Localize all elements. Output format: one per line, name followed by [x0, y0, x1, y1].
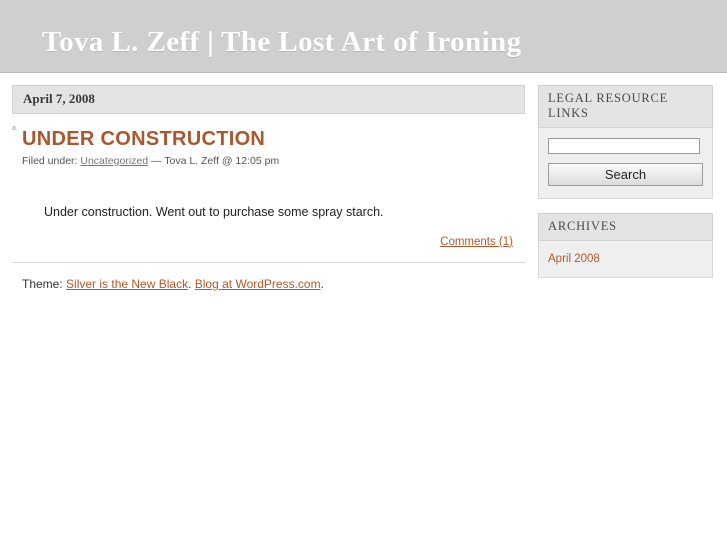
post-divider	[12, 262, 525, 263]
archive-list	[548, 251, 703, 265]
post-date: April 7, 2008	[12, 85, 525, 114]
site-title: Tova L. Zeff | The Lost Art of Ironing	[42, 26, 522, 58]
widget-archives	[538, 213, 713, 278]
main-content	[12, 85, 525, 291]
theme-link[interactable]: Silver is the New Black	[66, 276, 189, 291]
site-header	[0, 0, 727, 73]
footer-tiny-mark: a	[12, 125, 16, 132]
post-article	[12, 85, 525, 263]
archive-link-april-2008[interactable]: April 2008	[548, 253, 600, 265]
widget-search	[538, 85, 713, 199]
widget-title-legal-resource-links: LEGAL RESOURCE LINKS	[538, 85, 713, 128]
post-title: UNDER CONSTRUCTION	[22, 128, 266, 150]
footer-separator: .	[188, 276, 192, 291]
widget-title-archives: ARCHIVES	[538, 213, 713, 241]
post-footer	[22, 236, 515, 248]
theme-label: Theme:	[22, 276, 63, 291]
list-item	[548, 251, 703, 265]
post-category-link[interactable]: Uncategorized	[80, 155, 149, 167]
widget-body-search	[538, 128, 713, 199]
post-meta-prefix: Filed under:	[22, 155, 78, 167]
wordpress-link[interactable]: Blog at WordPress.com	[194, 276, 321, 291]
footer-end-period: .	[320, 276, 324, 291]
post-meta	[22, 155, 515, 167]
widget-body-archives	[538, 241, 713, 278]
search-input[interactable]	[548, 138, 700, 154]
sidebar	[538, 85, 713, 292]
post-meta-suffix: — Tova L. Zeff @ 12:05 pm	[151, 155, 280, 167]
post-body	[12, 114, 525, 248]
comments-link[interactable]: Comments (1)	[440, 235, 513, 248]
post-content: Under construction. Went out to purchase some spray starch.	[44, 205, 384, 219]
search-button[interactable]: Search	[548, 163, 703, 186]
